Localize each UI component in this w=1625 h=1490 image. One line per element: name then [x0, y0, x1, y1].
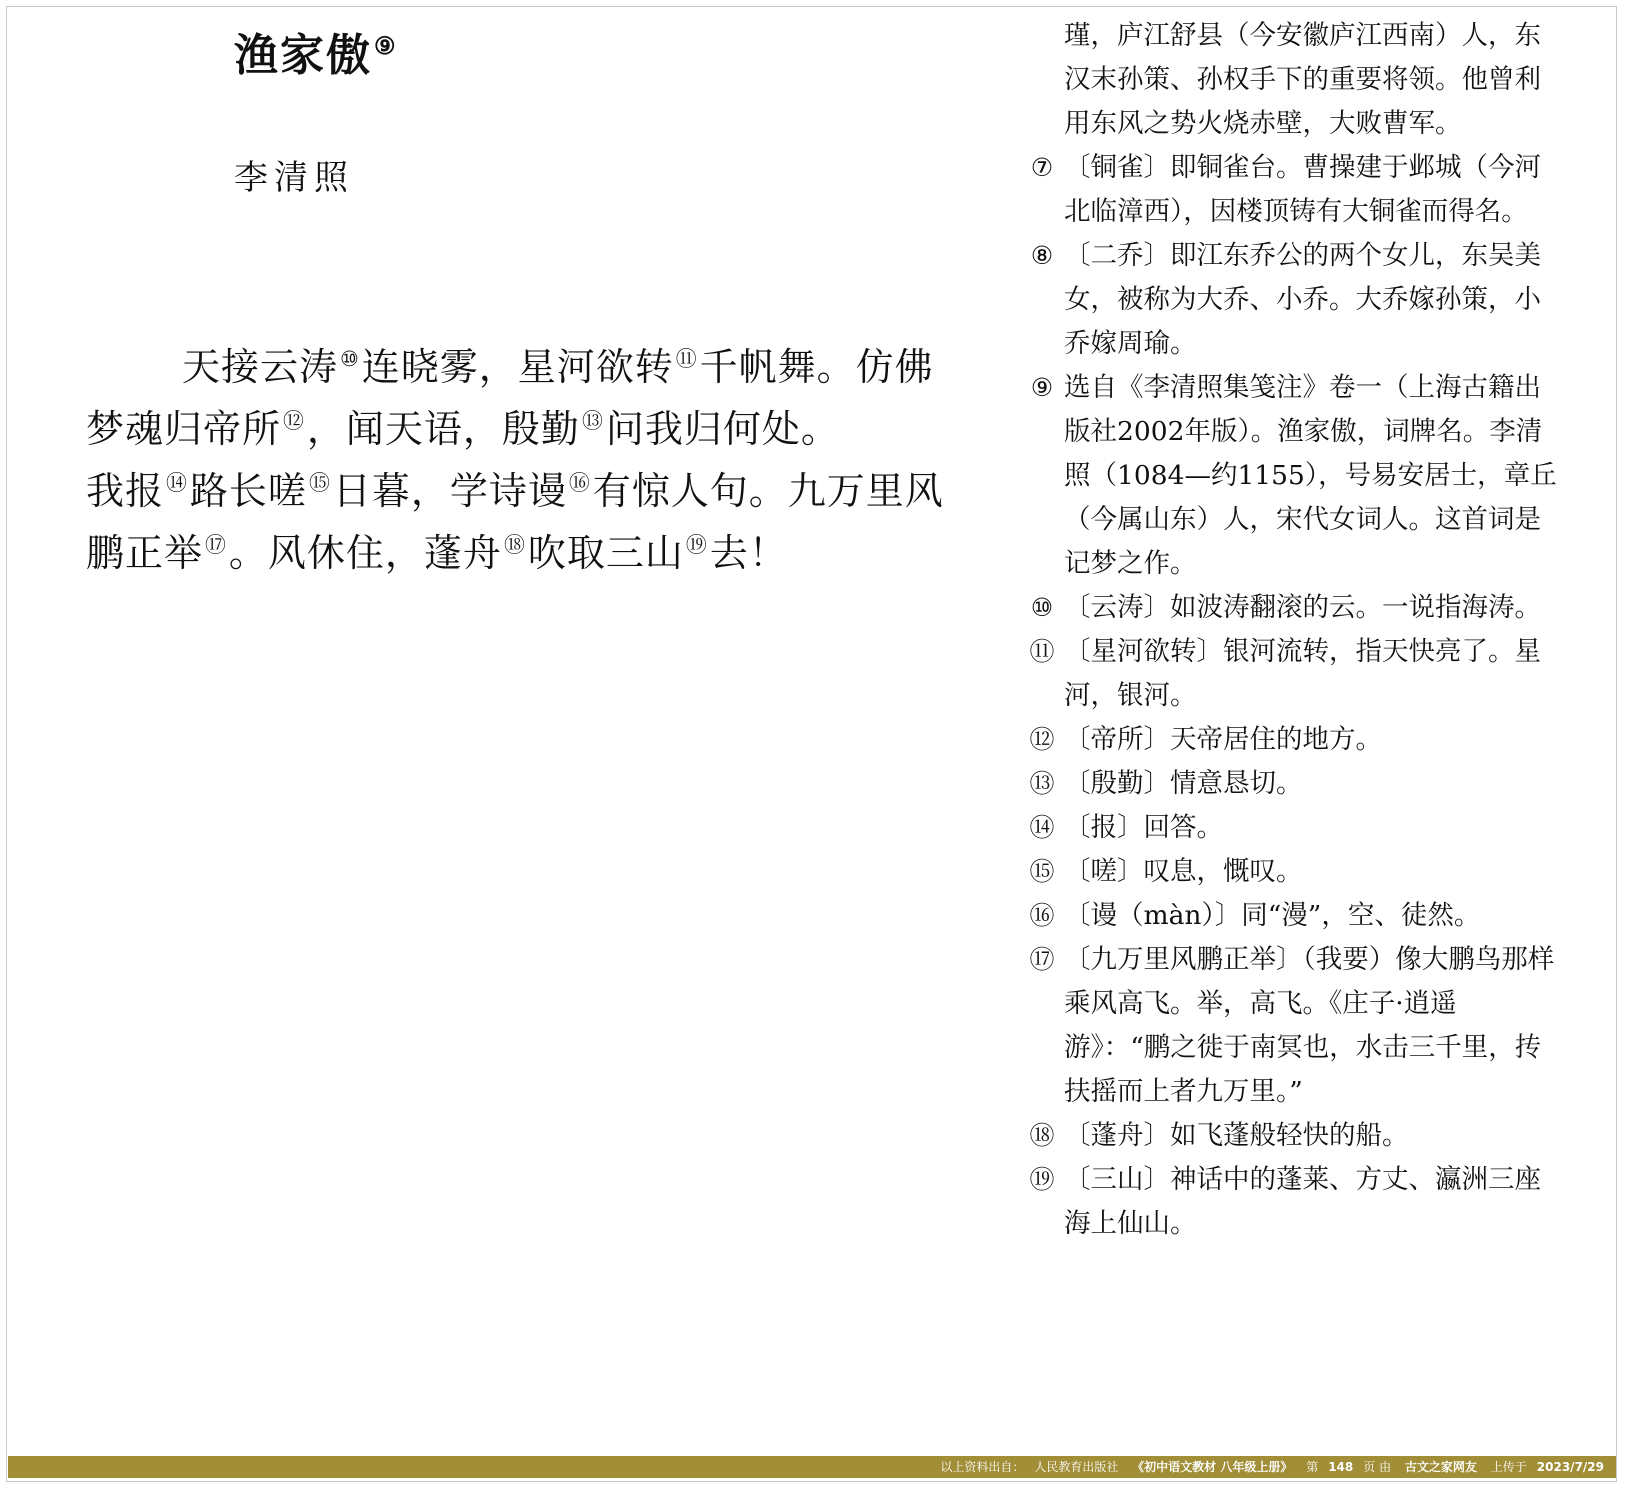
note-item [1018, 938, 1558, 1114]
note-number: ⑫ [1029, 725, 1055, 754]
note-number: ⑩ [1030, 593, 1054, 622]
note-item [1018, 806, 1558, 850]
note-text: 〔殷勤〕情意恳切。 [1064, 768, 1303, 799]
footer-book-title: 《初中语文教材 八年级上册》 [1132, 1460, 1293, 1474]
footer-source-label: 以上资料出自： [940, 1460, 1025, 1474]
poem-text: 有惊人句。九万里风鹏正举 [86, 469, 944, 575]
footer-date: 2023/7/29 [1536, 1460, 1604, 1474]
poem-title-text: 渔家傲 [234, 30, 372, 81]
poem-text: 天接云涛 [182, 345, 339, 389]
note-ref-15: ⑮ [308, 471, 331, 496]
footer-page-prefix: 第 [1306, 1460, 1319, 1474]
note-item [1018, 718, 1558, 762]
note-text: 〔二乔〕即江东乔公的两个女儿，东吴美女，被称为大乔、小乔。大乔嫁孙策，小乔嫁周瑜。 [1064, 240, 1541, 359]
poem-text: 千帆舞。仿佛梦魂归帝所 [86, 345, 934, 451]
note-ref-18: ⑱ [503, 533, 526, 558]
note-text: 〔谩（màn）〕同“漫”，空、徒然。 [1064, 900, 1481, 931]
note-text: 〔九万里风鹏正举〕（我要）像大鹏鸟那样乘风高飞。举，高飞。《庄子·逍遥游》：“鹏之徙于南冥也，水击三千里，抟扶摇而上者九万里。” [1064, 944, 1555, 1107]
note-number: ⑧ [1030, 241, 1054, 270]
note-ref-13: ⑬ [581, 409, 604, 434]
poem-text: 日暮，学诗谩 [332, 469, 567, 513]
notes-column [1018, 14, 1558, 1246]
note-ref-10: ⑩ [340, 347, 360, 372]
footer-page-suffix: 页 由 [1363, 1460, 1392, 1474]
footer-publisher: 人民教育出版社 [1034, 1460, 1119, 1474]
note-text: 〔嗟〕叹息，慨叹。 [1064, 856, 1303, 887]
note-item [1018, 894, 1558, 938]
note-number: ⑮ [1029, 857, 1055, 886]
note-number: ⑯ [1029, 901, 1055, 930]
poem-text: ，闻天语，殷勤 [306, 407, 580, 451]
poem-text: 吹取三山 [527, 531, 684, 575]
note-ref-14: ⑭ [166, 471, 188, 496]
note-item [1018, 366, 1558, 586]
note-item [1018, 146, 1558, 234]
source-footer-bar [8, 1456, 1616, 1478]
note-text: 〔铜雀〕即铜雀台。曹操建于邺城（今河北临漳西），因楼顶铸有大铜雀而得名。 [1064, 152, 1541, 227]
note-text: 〔蓬舟〕如飞蓬般轻快的船。 [1064, 1120, 1409, 1151]
poem-text: 连晓雾，星河欲转 [361, 345, 674, 389]
poem-text: 。风休住，蓬舟 [228, 531, 502, 575]
note-text: 〔星河欲转〕银河流转，指天快亮了。星河，银河。 [1064, 636, 1541, 711]
poem-author: 李清照 [234, 158, 354, 198]
note-ref-12: ⑫ [283, 409, 305, 434]
poem-paragraph [86, 336, 956, 584]
footer-uploader: 古文之家网友 [1404, 1460, 1477, 1474]
note-text: 〔云涛〕如波涛翻滚的云。一说指海涛。 [1064, 592, 1541, 623]
note-number: ⑬ [1029, 769, 1055, 798]
note-text: 〔帝所〕天帝居住的地方。 [1064, 724, 1382, 755]
note-ref-9: ⑨ [374, 31, 398, 61]
footer-upload-label: 上传于 [1490, 1460, 1527, 1474]
note-item [1018, 1114, 1558, 1158]
note-number: ⑱ [1029, 1121, 1055, 1150]
note-continuation: 瑾，庐江舒县（今安徽庐江西南）人，东汉末孙策、孙权手下的重要将领。他曾利用东风之势火烧赤壁，大败曹军。 [1064, 20, 1541, 139]
poem-title [234, 28, 400, 84]
poem-text: 路长嗟 [189, 469, 307, 513]
note-item [1018, 1158, 1558, 1246]
poem-text: 我报 [86, 469, 165, 513]
note-text: 〔报〕回答。 [1064, 812, 1223, 843]
note-item [1018, 234, 1558, 366]
note-ref-16: ⑯ [568, 471, 591, 496]
note-ref-11: ⑪ [675, 347, 698, 372]
note-number: ⑭ [1029, 813, 1055, 842]
note-ref-17: ⑰ [205, 533, 227, 558]
note-number: ⑲ [1029, 1165, 1055, 1194]
poem-body [86, 336, 956, 584]
note-number: ⑨ [1030, 373, 1054, 402]
note-text: 选自《李清照集笺注》卷一（上海古籍出版社2002年版）。渔家傲，词牌名。李清照（1084—约1155），号易安居士，章丘（今属山东）人，宋代女词人。这首词是记梦之作。 [1064, 372, 1557, 579]
poem-text: 去！ [709, 531, 788, 575]
note-number: ⑦ [1030, 153, 1054, 182]
note-text: 〔三山〕神话中的蓬莱、方丈、瀛洲三座海上仙山。 [1064, 1164, 1541, 1239]
poem-text: 问我归何处。 [605, 407, 840, 451]
note-number: ⑰ [1029, 945, 1055, 974]
note-item [1018, 850, 1558, 894]
note-item [1018, 762, 1558, 806]
note-number: ⑪ [1029, 637, 1055, 666]
note-ref-19: ⑲ [685, 533, 708, 558]
footer-page-number: 148 [1328, 1460, 1354, 1474]
note-item [1018, 586, 1558, 630]
note-item [1018, 630, 1558, 718]
